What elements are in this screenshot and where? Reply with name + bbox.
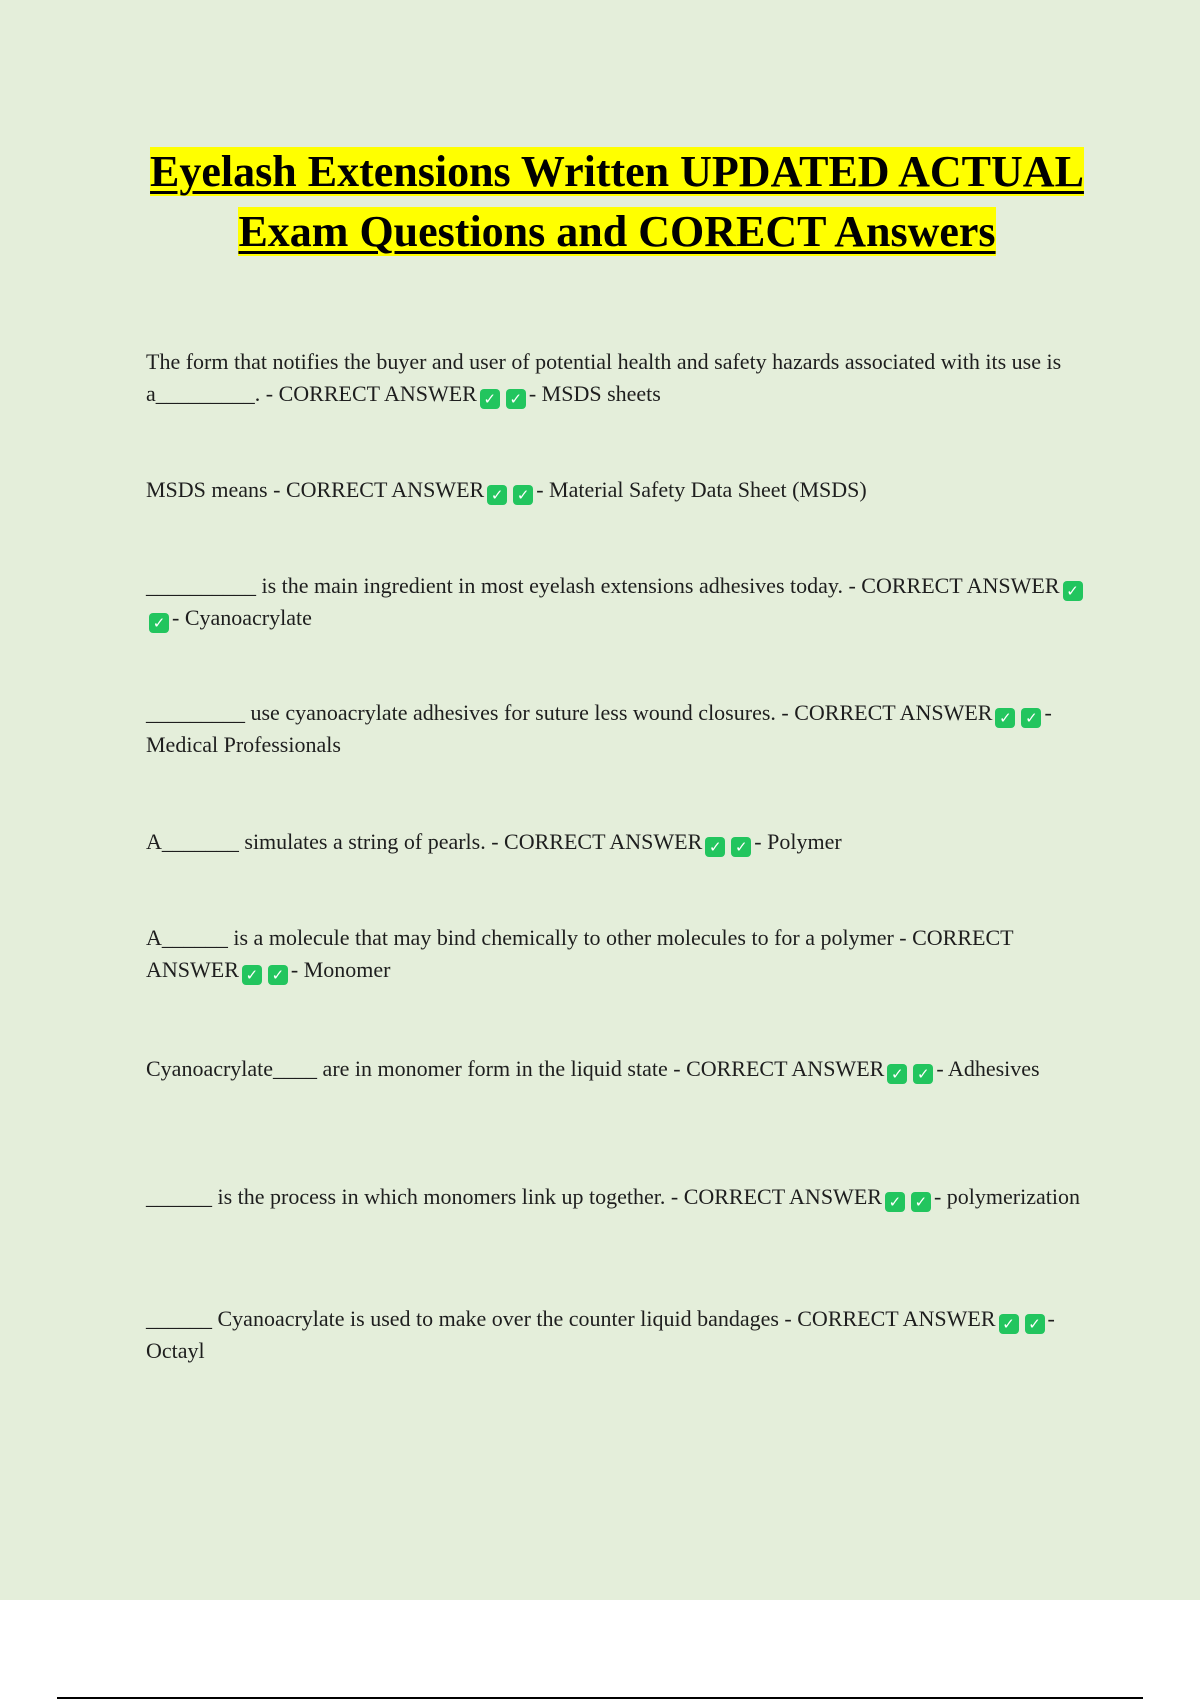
answer-text: - polymerization [933,1184,1080,1209]
check-icon: ✓ [480,389,500,409]
qa-item [146,922,1086,986]
check-icon: ✓ [242,965,262,985]
check-icon: ✓ [1025,1314,1045,1334]
question-text: A_______ simulates a string of pearls. - CORRECT ANSWER [146,829,703,854]
qa-item [146,474,1086,506]
check-icon: ✓ [911,1192,931,1212]
check-icon: ✓ [268,965,288,985]
check-icon: ✓ [513,485,533,505]
qa-item [146,1303,1086,1367]
check-icon: ✓ [995,708,1015,728]
check-icon: ✓ [487,485,507,505]
check-icon: ✓ [149,613,169,633]
answer-text: - Medical Professionals [146,700,1052,757]
check-icon: ✓ [913,1064,933,1084]
answer-text: - Cyanoacrylate [172,605,312,630]
qa-item [146,826,1086,858]
question-text: ______ is the process in which monomers link up together. - CORRECT ANSWER [146,1184,882,1209]
check-icon: ✓ [999,1314,1019,1334]
question-text: _________ use cyanoacrylate adhesives for suture less wound closures. - CORRECT ANSWER [146,700,993,725]
question-text: ______ Cyanoacrylate is used to make over the counter liquid bandages - CORRECT ANSWER [146,1306,996,1331]
document-title-text: Eyelash Extensions Written UPDATED ACTUAL Exam Questions and CORECT Answers [150,147,1084,256]
answer-text: - Material Safety Data Sheet (MSDS) [536,477,867,502]
check-icon: ✓ [1063,581,1083,601]
document-title [150,142,1084,262]
check-icon: ✓ [885,1192,905,1212]
check-icon: ✓ [731,837,751,857]
check-icon: ✓ [705,837,725,857]
qa-item [146,570,1086,634]
answer-text: - Adhesives [936,1056,1040,1081]
question-text: Cyanoacrylate____ are in monomer form in the liquid state - CORRECT ANSWER [146,1056,885,1081]
question-text: MSDS means - CORRECT ANSWER [146,477,485,502]
footer-divider [57,1697,1143,1699]
qa-item [146,1053,1086,1085]
question-text: __________ is the main ingredient in most eyelash extensions adhesives today. - CORRECT ANSWER [146,573,1060,598]
qa-item [146,1181,1086,1213]
question-text: A______ is a molecule that may bind chemically to other molecules to for a polymer - CORRECT ANSWER [146,925,1014,982]
answer-text: - Monomer [290,957,391,982]
qa-item [146,697,1086,761]
answer-text: - MSDS sheets [528,381,661,406]
qa-item [146,346,1086,410]
question-text: The form that notifies the buyer and user of potential health and safety hazards associated with its use is a_________. - CORRECT ANSWER [146,349,1062,406]
check-icon: ✓ [1021,708,1041,728]
answer-text: - Polymer [754,829,842,854]
check-icon: ✓ [887,1064,907,1084]
check-icon: ✓ [506,389,526,409]
answer-text: - Octayl [146,1306,1055,1363]
